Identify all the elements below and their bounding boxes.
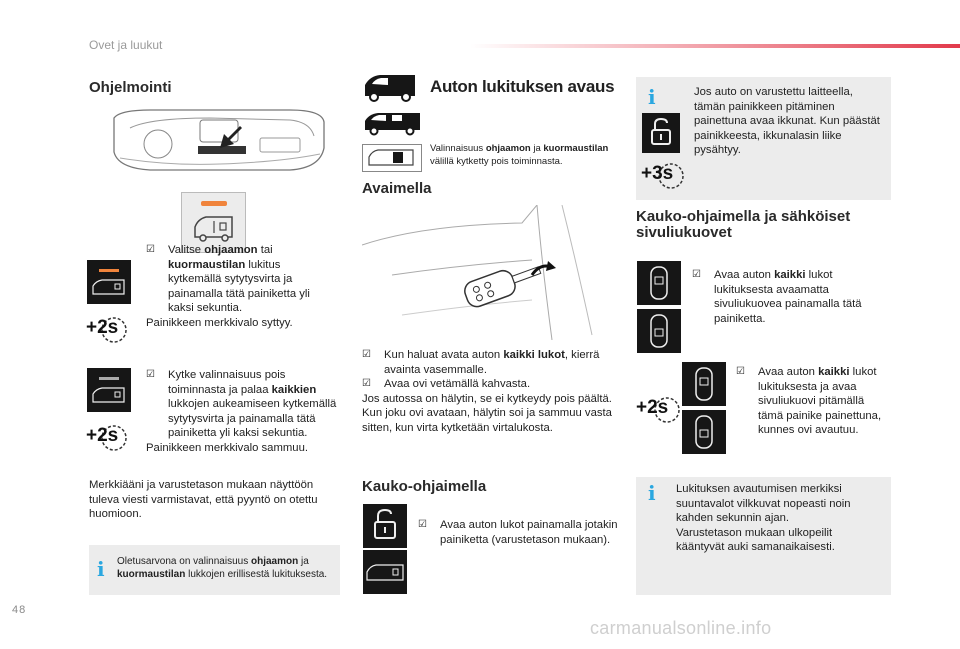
remote-instruction: ☑ Avaa auton lukot painamalla jotakin painiketta (varustetason mukaan).: [418, 519, 618, 546]
van-icon: [362, 110, 424, 136]
van-lock-icon: [192, 211, 236, 243]
sliding-instruction-2: ☑ Avaa auton kaikki lukot lukituksesta ja avaa sivuliukuovi pitämällä tämä painike painettuna, kunnes ovi avautuu.: [736, 366, 882, 436]
step1-after: Painikkeen merkkivalo syttyy.: [146, 316, 293, 329]
van-lock-button-icon: [362, 144, 422, 172]
remote-title: Kauko-ohjaimella: [362, 478, 487, 495]
alarm-note: Jos autossa on hälytin, se ei kytkeydy pois päältä. Kun joku ovi avataan, hälytin soi ja sammuu vasta sitten, kun virta kytketään virtalukosta.: [362, 392, 612, 434]
info-box-windows: [636, 77, 891, 200]
unlock-button-icon: [642, 113, 680, 153]
info-icon: i: [97, 557, 105, 581]
key-instructions: ☑ Kun haluat avata auton kaikki lukot, kierrä avainta vasemmalle. ☑ Avaa ovi vetämällä kahvasta. Jos autossa on hälytin, se ei kytkeydy pois päältä. Kun joku ovi avataan, hälytin soi ja sammuu vasta sitten, kun virta kytketään virtalukosta.: [362, 348, 620, 435]
unlock-option-text: Valinnaisuus ohjaamon ja kuormaustilan välillä kytketty pois toiminnasta.: [430, 143, 609, 167]
info-icon: i: [648, 85, 656, 109]
info-icon: i: [648, 481, 656, 505]
header-accent-line: [470, 44, 960, 48]
grey-led-indicator: [99, 377, 119, 380]
sliding-doors-title: Kauko-ohjaimella ja sähköiset sivuliukuovet: [636, 208, 851, 241]
van-lock-icon: [91, 276, 127, 298]
duration-badge: +2s: [86, 425, 119, 446]
key-title: Avaimella: [362, 180, 432, 197]
orange-led-indicator: [99, 269, 119, 272]
watermark: carmanualsonline.info: [590, 618, 772, 638]
windows-info-text: Jos auto on varustettu laitteella, tämän painikkeen pitäminen painettuna avaa ikkunat. Kun päästät painikkeesta, ikkunalasin liike pysähtyy.: [694, 86, 880, 156]
duration-badge: +2s: [86, 317, 119, 338]
programming-step1: ☑ Valitse ohjaamon tai kuormaustilan lukitus kytkemällä sytytysvirta ja painamalla tätä painiketta yli kaksi sekuntia. Painikkeen merkkivalo syttyy.: [146, 243, 331, 330]
unlock-button-icon: [363, 504, 407, 548]
page-number: 48: [12, 604, 27, 616]
van-icon: [362, 72, 418, 102]
section-header: Ovet ja luukut: [89, 38, 163, 52]
unlock-title: Auton lukituksen avaus: [430, 77, 615, 96]
dashboard-illustration: [110, 108, 328, 178]
lock-button-on: [87, 260, 131, 304]
info-default-text: Oletusarvona on valinnaisuus ohjaamon ja kuormaustilan lukkojen erillisestä lukituksesta.: [117, 556, 328, 580]
sliding-door-button-icon: [637, 261, 681, 305]
van-lock-icon: [91, 384, 127, 406]
programming-title: Ohjelmointi: [89, 79, 172, 96]
lock-button-off: [87, 368, 131, 412]
orange-led-indicator: [201, 201, 227, 206]
sliding-instruction-1: ☑ Avaa auton kaikki lukot lukituksesta avaamatta sivuliukuovea painamalla tätä painiketta.: [692, 269, 862, 325]
van-unlock-button-icon: [363, 550, 407, 594]
duration-badge: +3s: [641, 163, 674, 184]
info-box-indicators: [636, 477, 891, 595]
unlock-sliding-button-icon: [682, 410, 726, 454]
confirmation-note: Merkkiääni ja varustetason mukaan näyttöön tuleva viesti varmistavat, että pyyntö on otettu huomioon.: [89, 479, 318, 520]
info-box-default: [89, 545, 340, 595]
programming-step2: ☑ Kytke valinnaisuus pois toiminnasta ja palaa kaikkien lukkojen aukeamiseen kytkemällä sytytysvirta ja painamalla tätä painiketta yli kaksi sekuntia. Painikkeen merkkivalo sammuu.: [146, 368, 340, 455]
duration-badge: +2s: [636, 397, 669, 418]
sliding-door-button-icon: [682, 362, 726, 406]
key-in-door-illustration: [362, 205, 620, 340]
step2-after: Painikkeen merkkivalo sammuu.: [146, 441, 308, 454]
indicators-info-text: Lukituksen avautumisen merkiksi suuntavalot vilkkuvat nopeasti noin kahden sekunnin ajan. Varustetason mukaan ulkopeilit kääntyvät auki samanaikaisesti.: [676, 483, 851, 553]
unlock-sliding-button-icon: [637, 309, 681, 353]
